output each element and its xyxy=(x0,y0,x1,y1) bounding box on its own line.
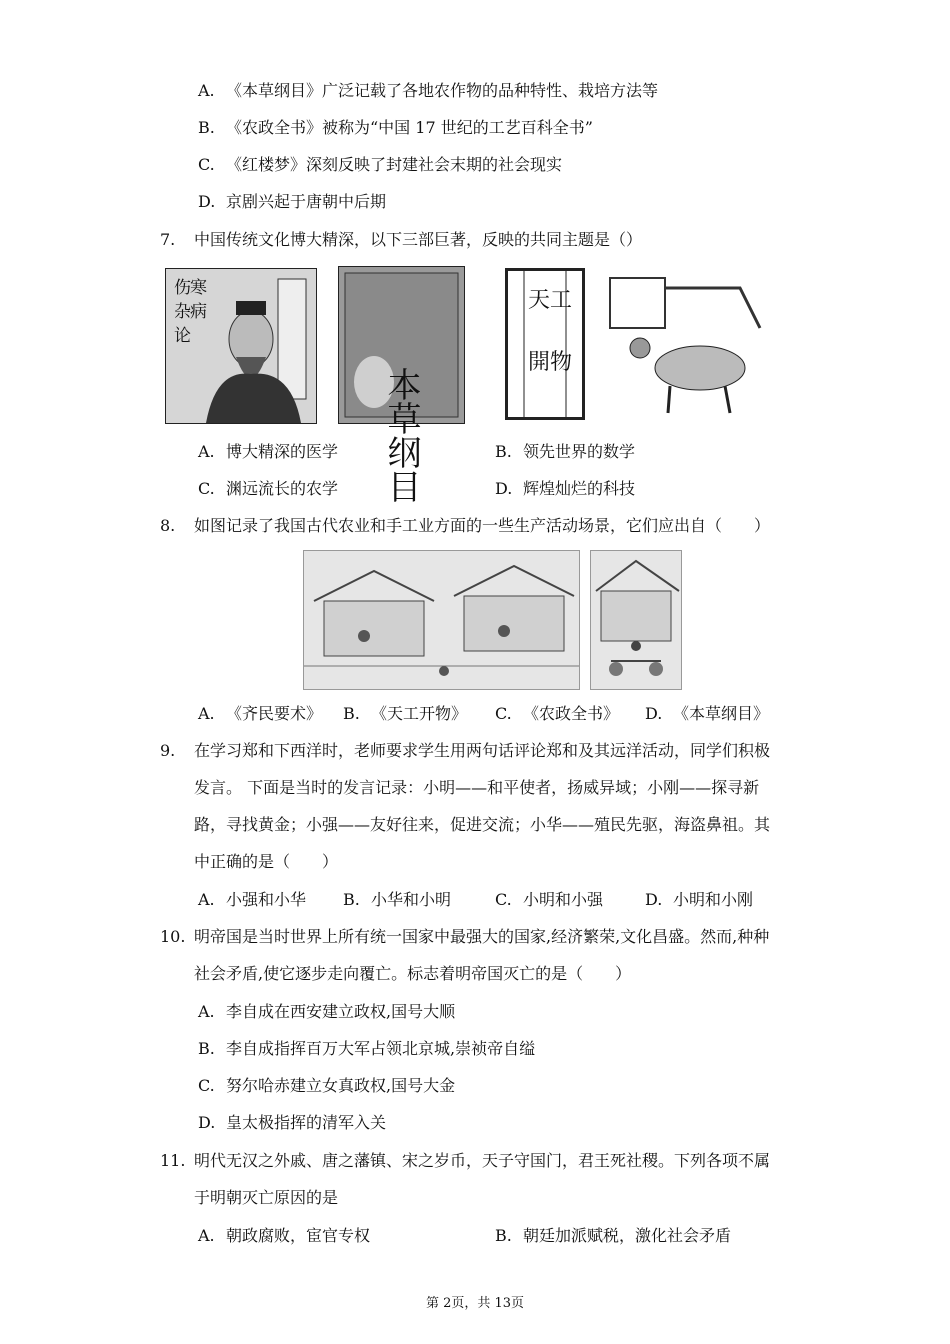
option-text: 小华和小明 xyxy=(371,890,452,909)
q6-option-d xyxy=(198,191,386,213)
q11-stem-line-1 xyxy=(160,1150,770,1172)
option-letter: B. xyxy=(198,118,215,137)
option-letter: C. xyxy=(198,155,215,174)
book-image-shanghan xyxy=(165,268,317,424)
option-letter: A. xyxy=(198,704,215,723)
option-text: 《红楼梦》深刻反映了封建社会末期的社会现实 xyxy=(226,155,563,174)
option-text: 李自成指挥百万大军占领北京城,崇祯帝自缢 xyxy=(226,1039,536,1058)
book-title-char: 论 xyxy=(174,326,191,346)
option-text: 李自成在西安建立政权,国号大顺 xyxy=(226,1002,456,1021)
q9-option-a xyxy=(198,889,306,911)
option-letter: B. xyxy=(495,1226,512,1245)
book-image-bencao xyxy=(338,266,465,503)
option-text: 皇太极指挥的清军入关 xyxy=(226,1113,387,1132)
option-letter: C. xyxy=(495,704,512,723)
option-letter: B. xyxy=(198,1039,215,1058)
option-letter: D. xyxy=(495,479,513,498)
q8-stem xyxy=(160,515,770,537)
q8-option-c xyxy=(495,703,619,725)
q10-option-c xyxy=(198,1075,455,1097)
option-text: 领先世界的数学 xyxy=(523,442,636,461)
question-number: 11. xyxy=(160,1151,186,1170)
q6-option-b xyxy=(198,117,593,139)
option-text: 渊远流长的农学 xyxy=(226,479,339,498)
option-letter: C. xyxy=(198,479,215,498)
option-text: 努尔哈赤建立女真政权,国号大金 xyxy=(226,1076,456,1095)
option-letter: D. xyxy=(645,890,663,909)
option-letter: B. xyxy=(495,442,512,461)
option-letter: A. xyxy=(198,1002,215,1021)
option-letter: D. xyxy=(645,704,663,723)
question-number: 10. xyxy=(160,927,186,946)
q11-option-a xyxy=(198,1225,370,1247)
q7-option-a xyxy=(198,441,338,463)
q10-option-b xyxy=(198,1038,535,1060)
option-text: 《本草纲目》 xyxy=(673,704,770,723)
book-title-char: 寒 xyxy=(190,278,207,298)
option-text: 朝廷加派赋税，激化社会矛盾 xyxy=(523,1226,732,1245)
question-text: 明代无汉之外戚、唐之藩镇、宋之岁币，天子守国门，君王死社稷。下列各项不属 xyxy=(194,1151,771,1170)
question-text: 在学习郑和下西洋时，老师要求学生用两句话评论郑和及其远洋活动，同学们积极 xyxy=(194,741,771,760)
option-letter: A. xyxy=(198,81,215,100)
page-footer: 第 2页，共 13页 xyxy=(425,1296,525,1311)
option-letter: D. xyxy=(198,1113,216,1132)
q10-stem-line-2: 社会矛盾,使它逐步走向覆亡。标志着明帝国灭亡的是（ ） xyxy=(194,964,632,983)
q7-option-b xyxy=(495,441,635,463)
option-text: 辉煌灿烂的科技 xyxy=(523,479,636,498)
question-text: 中国传统文化博大精深，以下三部巨著，反映的共同主题是（） xyxy=(194,230,643,249)
workshop-scene-illustration-1 xyxy=(303,550,580,690)
q9-stem-line-3: 路，寻找黄金；小强——友好往来，促进交流；小华——殖民先驱，海盗鼻祖。其 xyxy=(194,815,771,834)
option-text: 《齐民要术》 xyxy=(226,704,323,723)
q6-option-c xyxy=(198,154,562,176)
q9-option-c xyxy=(495,889,603,911)
bencao-cover-illustration xyxy=(339,267,464,503)
option-text: 小明和小刚 xyxy=(673,890,754,909)
q9-stem-line-4: 中正确的是（ ） xyxy=(194,852,339,871)
option-letter: A. xyxy=(198,890,215,909)
option-text: 博大精深的医学 xyxy=(226,442,339,461)
option-text: 《本草纲目》广泛记载了各地农作物的品种特性、栽培方法等 xyxy=(226,81,659,100)
q7-option-c xyxy=(198,478,338,500)
option-letter: A. xyxy=(198,1226,215,1245)
option-text: 京剧兴起于唐朝中后期 xyxy=(226,192,387,211)
option-text: 朝政腐败，宦官专权 xyxy=(226,1226,371,1245)
question-number: 7. xyxy=(160,230,176,249)
q8-option-d xyxy=(645,703,769,725)
q11-option-b xyxy=(495,1225,731,1247)
book-title-char: 伤 xyxy=(174,278,191,298)
option-text: 《天工开物》 xyxy=(371,704,468,723)
option-text: 《农政全书》 xyxy=(523,704,620,723)
option-letter: C. xyxy=(495,890,512,909)
question-text: 如图记录了我国古代农业和手工业方面的一些生产活动场景，它们应出自（ ） xyxy=(194,516,771,535)
q9-option-b xyxy=(343,889,451,911)
question-number: 9. xyxy=(160,741,176,760)
scholar-portrait-illustration xyxy=(166,269,316,423)
option-letter: D. xyxy=(198,192,216,211)
q8-option-a xyxy=(198,703,322,725)
book-image-tiangong xyxy=(505,268,585,420)
option-letter: B. xyxy=(343,704,360,723)
workshop-scene-illustration-2 xyxy=(590,550,682,690)
q7-option-d xyxy=(495,478,635,500)
option-text: 《农政全书》被称为“中国 17 世纪的工艺百科全书” xyxy=(226,118,593,137)
question-number: 8. xyxy=(160,516,176,535)
bencao-title: 本草纲目 xyxy=(381,367,421,503)
option-text: 小明和小强 xyxy=(523,890,604,909)
q9-option-d xyxy=(645,889,753,911)
q11-stem-line-2: 于明朝灭亡原因的是 xyxy=(194,1188,339,1207)
q7-stem xyxy=(160,229,642,251)
q8-option-b xyxy=(343,703,467,725)
q9-stem-line-2: 发言。 下面是当时的发言记录：小明——和平使者，扬威异域；小刚——探寻新 xyxy=(194,778,760,797)
tiangong-title-2: 開物 xyxy=(528,350,573,375)
q10-option-d xyxy=(198,1112,386,1134)
option-letter: A. xyxy=(198,442,215,461)
q6-option-a xyxy=(198,80,658,102)
question-text: 明帝国是当时世界上所有统一国家中最强大的国家,经济繁荣,文化昌盛。然而,种种 xyxy=(194,927,770,946)
q10-option-a xyxy=(198,1001,455,1023)
option-letter: C. xyxy=(198,1076,215,1095)
book-title-char: 病 xyxy=(190,302,207,322)
option-text: 小强和小华 xyxy=(226,890,307,909)
tiangong-title-1: 天工 xyxy=(528,288,573,313)
ox-machine-illustration xyxy=(600,268,770,420)
q10-stem-line-1 xyxy=(160,926,769,948)
book-title-char: 杂 xyxy=(174,302,191,322)
tiangong-cover-illustration xyxy=(506,269,584,419)
option-letter: B. xyxy=(343,890,360,909)
q9-stem-line-1 xyxy=(160,740,770,762)
